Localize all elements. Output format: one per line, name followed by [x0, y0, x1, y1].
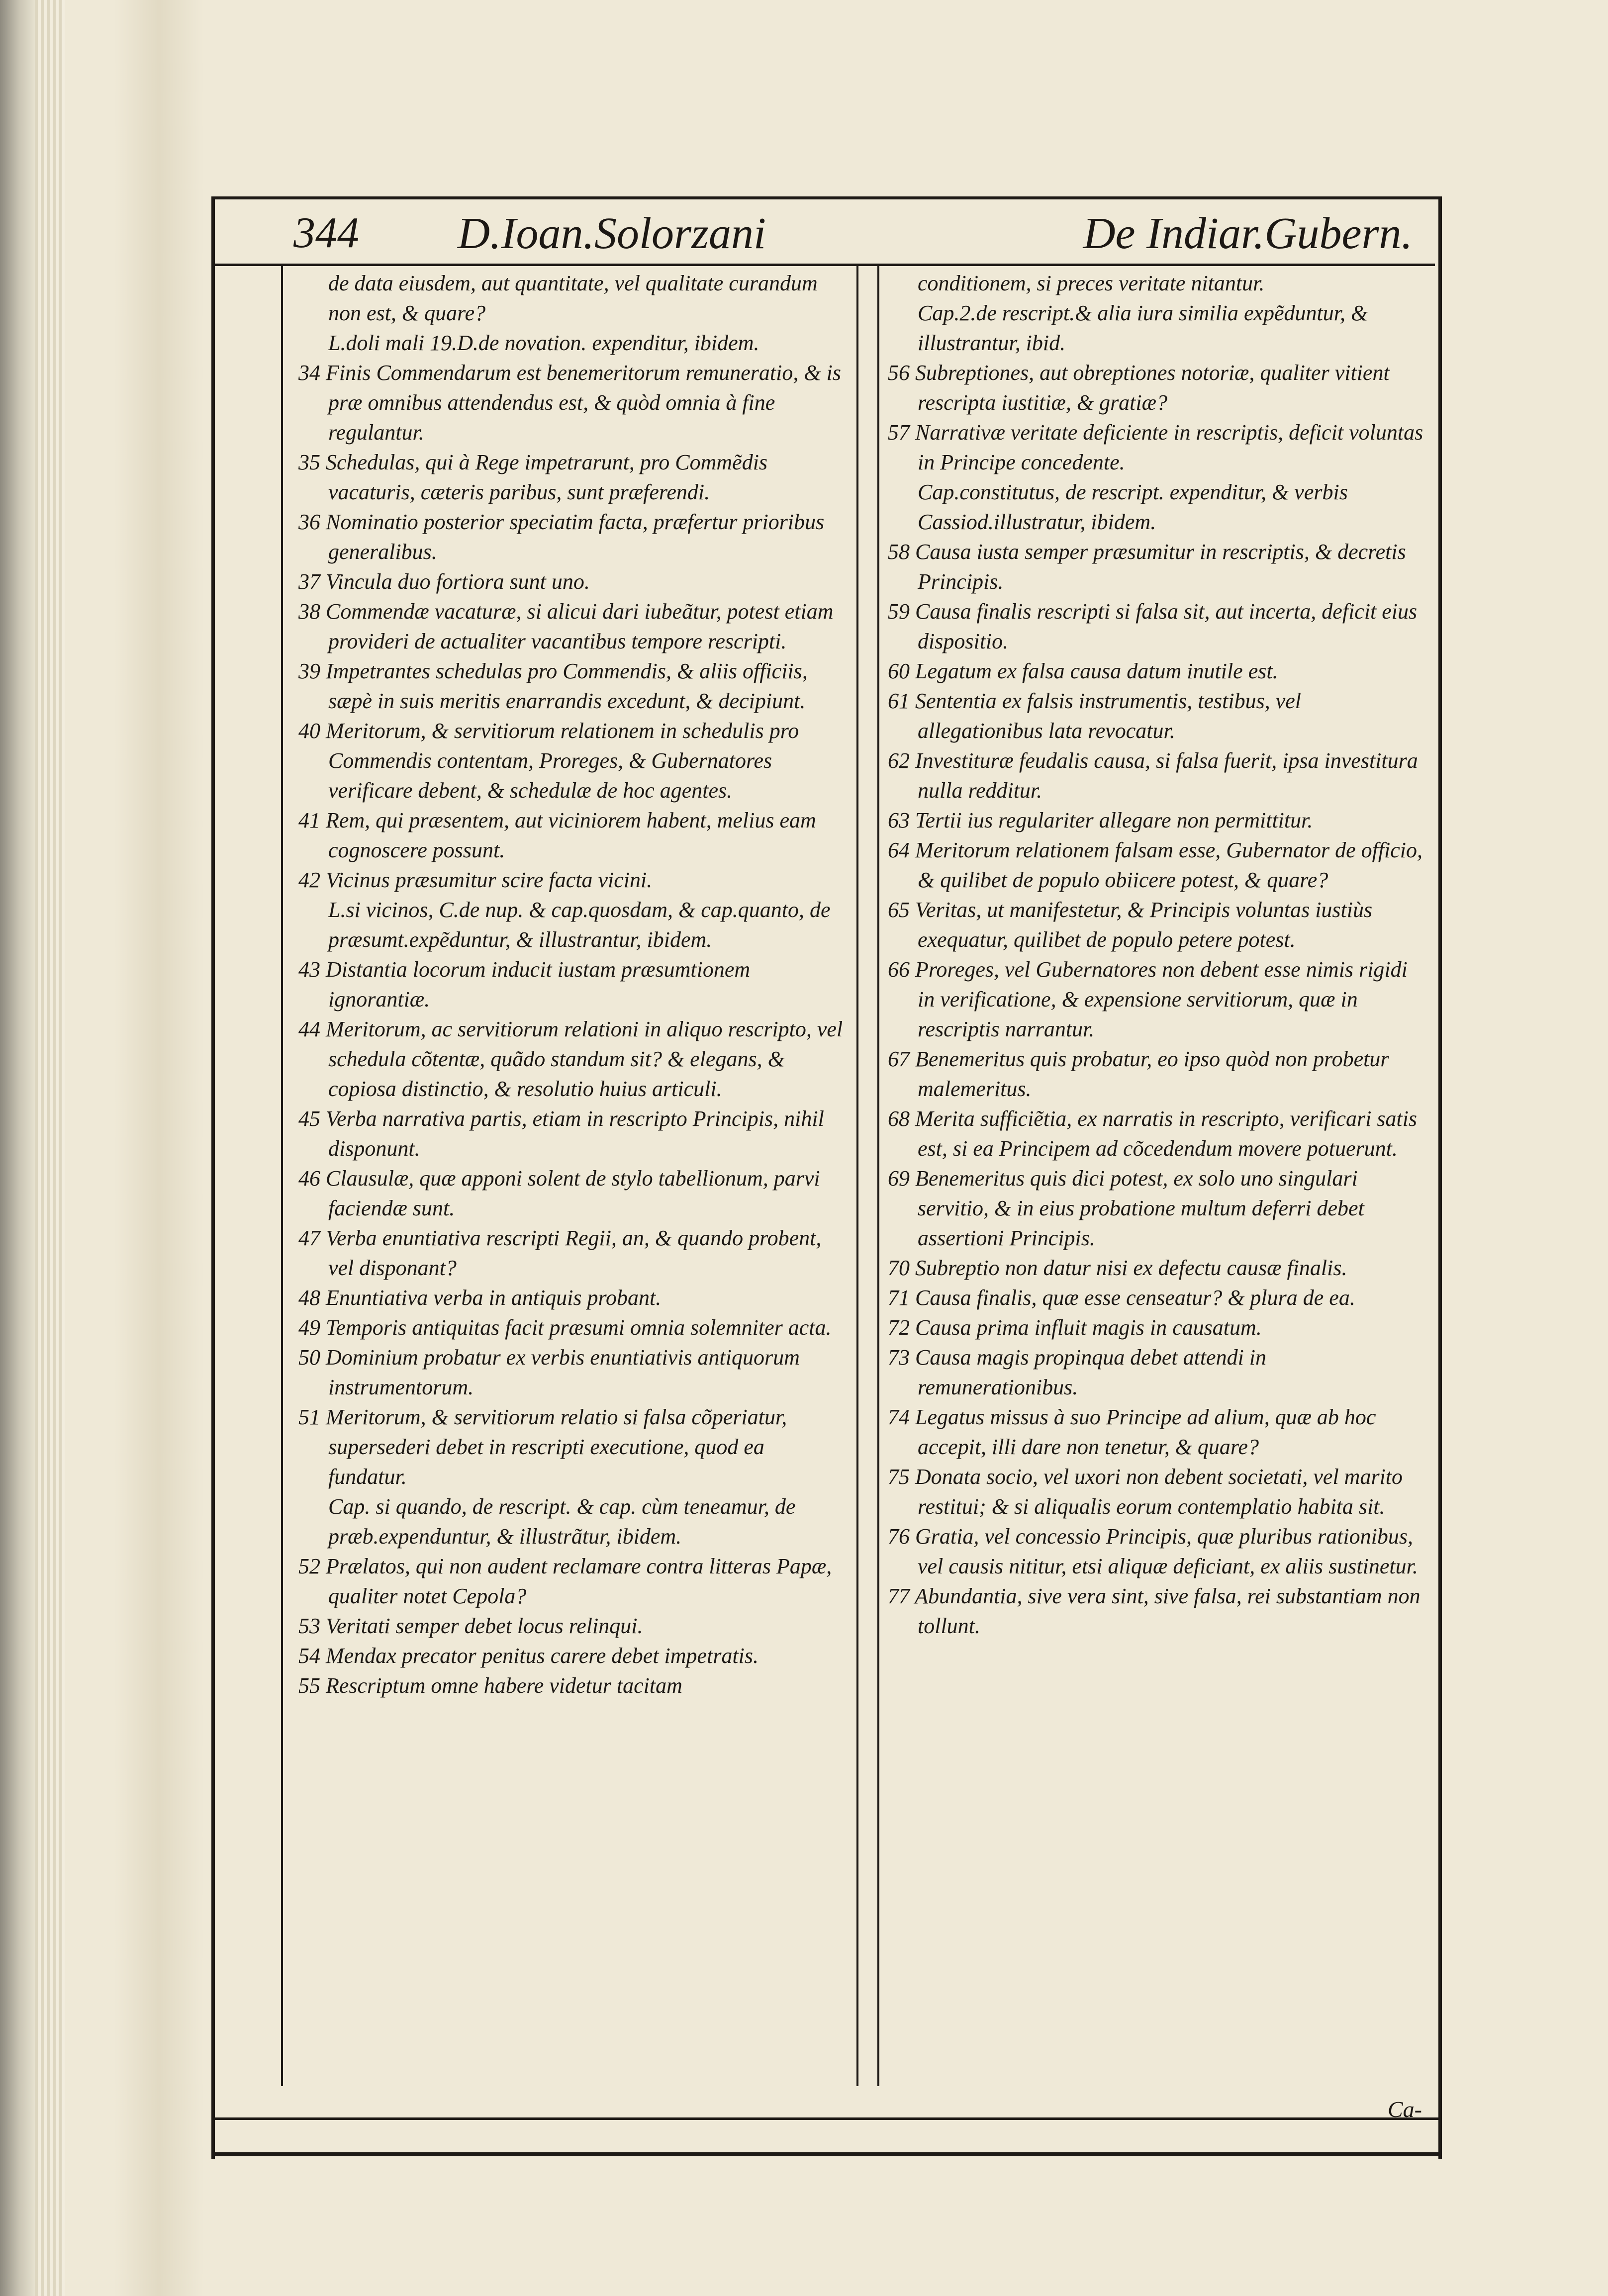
right-column — [888, 269, 1427, 1641]
summary-entry: 47 Verba enuntiativa rescripti Regii, an, & quando probent, vel disponant? — [298, 1226, 822, 1280]
summary-entry: 60 Legatum ex falsa causa datum inutile est. — [888, 659, 1278, 683]
summary-entry: 62 Investituræ feudalis causa, si falsa fuerit, ipsa investitura nulla redditur. — [888, 748, 1418, 803]
catchword: Ca- — [1388, 2097, 1422, 2122]
summary-entry: 51 Meritorum, & servitiorum relatio si falsa cõperiatur, supersederi debet in rescripti executione, quod ea fundatur. — [298, 1405, 787, 1489]
summary-entry: de data eiusdem, aut quantitate, vel qualitate curandum non est, & quare? — [328, 271, 818, 325]
summary-entry: 48 Enuntiativa verba in antiquis probant. — [298, 1286, 662, 1310]
summary-entry: 52 Prælatos, qui non audent reclamare contra litteras Papæ, qualiter notet Cepola? — [298, 1554, 832, 1608]
frame-bottom-rule — [211, 2117, 1442, 2120]
summary-entry: 71 Causa finalis, quæ esse censeatur? & plura de ea. — [888, 1286, 1355, 1310]
summary-entry: 45 Verba narrativa partis, etiam in rescripto Principis, nihil disponunt. — [298, 1106, 824, 1161]
column-rule-left — [281, 266, 283, 2086]
summary-entry: 53 Veritati semper debet locus relinqui. — [298, 1614, 643, 1638]
summary-entry: 37 Vincula duo fortiora sunt uno. — [298, 569, 590, 594]
summary-entry: 76 Gratia, vel concessio Principis, quæ pluribus rationibus, vel causis nititur, etsi aliquæ deficiant, ex aliis sustinetur. — [888, 1524, 1418, 1578]
summary-entry: Cap. si quando, de rescript. & cap. cùm teneamur, de præb.expenduntur, & illustrãtur, ibidem. — [328, 1494, 796, 1549]
summary-entry: Cap.constitutus, de rescript. expenditur, & verbis Cassiod.illustratur, ibidem. — [918, 480, 1348, 534]
summary-entry: 74 Legatus missus à suo Principe ad alium, quæ ab hoc accepit, illi dare non tenetur, & quare? — [888, 1405, 1376, 1459]
summary-entry: 38 Commendæ vacaturæ, si alicui dari iubeãtur, potest etiam provideri de actualiter vacantibus tempore rescripti. — [298, 599, 834, 653]
summary-entry: 69 Benemeritus quis dici potest, ex solo uno singulari servitio, & in eius probatione multum deferri debet assertioni Principis. — [888, 1166, 1364, 1250]
frame-bottom-rule-heavy — [211, 2152, 1442, 2156]
summary-entry: 67 Benemeritus quis probatur, eo ipso quòd non probetur malemeritus. — [888, 1047, 1389, 1101]
running-author: D.Ioan.Solorzani — [458, 209, 766, 258]
summary-entry: 70 Subreptio non datur nisi ex defectu causæ finalis. — [888, 1256, 1347, 1280]
left-column — [298, 269, 846, 1701]
summary-entry: 35 Schedulas, qui à Rege impetrarunt, pro Commẽdis vacaturis, cæteris paribus, sunt præferendi. — [298, 450, 768, 504]
summary-entry: 42 Vicinus præsumitur scire facta vicini. — [298, 868, 653, 892]
summary-entry: 56 Subreptiones, aut obreptiones notoriæ, qualiter vitient rescripta iustitiæ, & gratiæ? — [888, 361, 1390, 415]
summary-entry: 49 Temporis antiquitas facit præsumi omnia solemniter acta. — [298, 1315, 832, 1340]
summary-entry: L.si vicinos, C.de nup. & cap.quosdam, & cap.quanto, de præsumt.expẽduntur, & illustrantur, ibidem. — [328, 898, 831, 952]
book-spine — [0, 0, 35, 2296]
summary-entry: 75 Donata socio, vel uxori non debent societati, vel marito restitui; & si aliqualis eorum contemplatio habita sit. — [888, 1465, 1403, 1519]
column-rule-middle-2 — [877, 266, 879, 2086]
summary-entry: 59 Causa finalis rescripti si falsa sit, aut incerta, deficit eius dispositio. — [888, 599, 1418, 653]
summary-entry: 43 Distantia locorum inducit iustam præsumtionem ignorantiæ. — [298, 957, 751, 1011]
summary-entry: L.doli mali 19.D.de novation. expenditur, ibidem. — [328, 331, 759, 355]
summary-entry: 65 Veritas, ut manifestetur, & Principis voluntas iustiùs exequatur, quilibet de populo petere potest. — [888, 898, 1373, 952]
summary-entry: 44 Meritorum, ac servitiorum relationi in aliquo rescripto, vel schedula cõtentæ, quãdo standum sit? & elegans, & copiosa distinctio, & resolutio huius articuli. — [298, 1017, 843, 1101]
summary-entry: 73 Causa magis propinqua debet attendi in remunerationibus. — [888, 1345, 1267, 1399]
summary-entry: 64 Meritorum relationem falsam esse, Gubernator de officio, & quilibet de populo obiicere potest, & quare? — [888, 838, 1423, 892]
summary-entry: 55 Rescriptum omne habere videtur tacitam — [298, 1673, 682, 1698]
page-edges — [35, 0, 65, 2296]
running-title: De Indiar.Gubern. — [1083, 209, 1413, 258]
summary-entry: Cap.2.de rescript.& alia iura similia expẽduntur, & illustrantur, ibid. — [918, 301, 1368, 355]
page-number: 344 — [293, 209, 359, 257]
paper-stain — [114, 0, 204, 2296]
summary-entry: 66 Proreges, vel Gubernatores non debent esse nimis rigidi in verificatione, & expensione servitiorum, quæ in rescriptis narrantur. — [888, 957, 1408, 1041]
column-rule-middle — [856, 266, 858, 2086]
summary-entry: 34 Finis Commendarum est benemeritorum remuneratio, & is præ omnibus attendendus est, & quòd omnia à fine regulantur. — [298, 361, 841, 445]
header-rule — [214, 264, 1435, 266]
summary-entry: 63 Tertii ius regulariter allegare non permittitur. — [888, 808, 1313, 832]
summary-entry: 36 Nominatio posterior speciatim facta, præfertur prioribus generalibus. — [298, 510, 825, 564]
summary-entry: 40 Meritorum, & servitiorum relationem in schedulis pro Commendis contentam, Proreges, & Gubernatores verificare debent, & schedulæ de hoc agentes. — [298, 719, 799, 803]
summary-entry: 77 Abundantia, sive vera sint, sive falsa, rei substantiam non tollunt. — [888, 1584, 1420, 1638]
summary-entry: 54 Mendax precator penitus carere debet impetratis. — [298, 1644, 759, 1668]
summary-entry: 39 Impetrantes schedulas pro Commendis, & aliis officiis, sæpè in suis meritis enarrandis excedunt, & decipiunt. — [298, 659, 808, 713]
summary-entry: 61 Sententia ex falsis instrumentis, testibus, vel allegationibus lata revocatur. — [888, 689, 1302, 743]
summary-entry: 72 Causa prima influit magis in causatum. — [888, 1315, 1262, 1340]
summary-entry: 41 Rem, qui præsentem, aut viciniorem habent, melius eam cognoscere possunt. — [298, 808, 816, 862]
summary-entry: conditionem, si preces veritate nitantur. — [918, 271, 1265, 295]
summary-entry: 58 Causa iusta semper præsumitur in rescriptis, & decretis Principis. — [888, 540, 1406, 594]
summary-entry: 57 Narrativæ veritate deficiente in rescriptis, deficit voluntas in Principe concedente. — [888, 420, 1423, 474]
summary-entry: 68 Merita sufficiẽtia, ex narratis in rescripto, verificari satis est, si ea Principem ad cõcedendum movere potuerunt. — [888, 1106, 1418, 1161]
running-header — [293, 199, 1432, 274]
summary-entry: 50 Dominium probatur ex verbis enuntiativis antiquorum instrumentorum. — [298, 1345, 800, 1399]
summary-entry: 46 Clausulæ, quæ apponi solent de stylo tabellionum, parvi faciendæ sunt. — [298, 1166, 820, 1220]
